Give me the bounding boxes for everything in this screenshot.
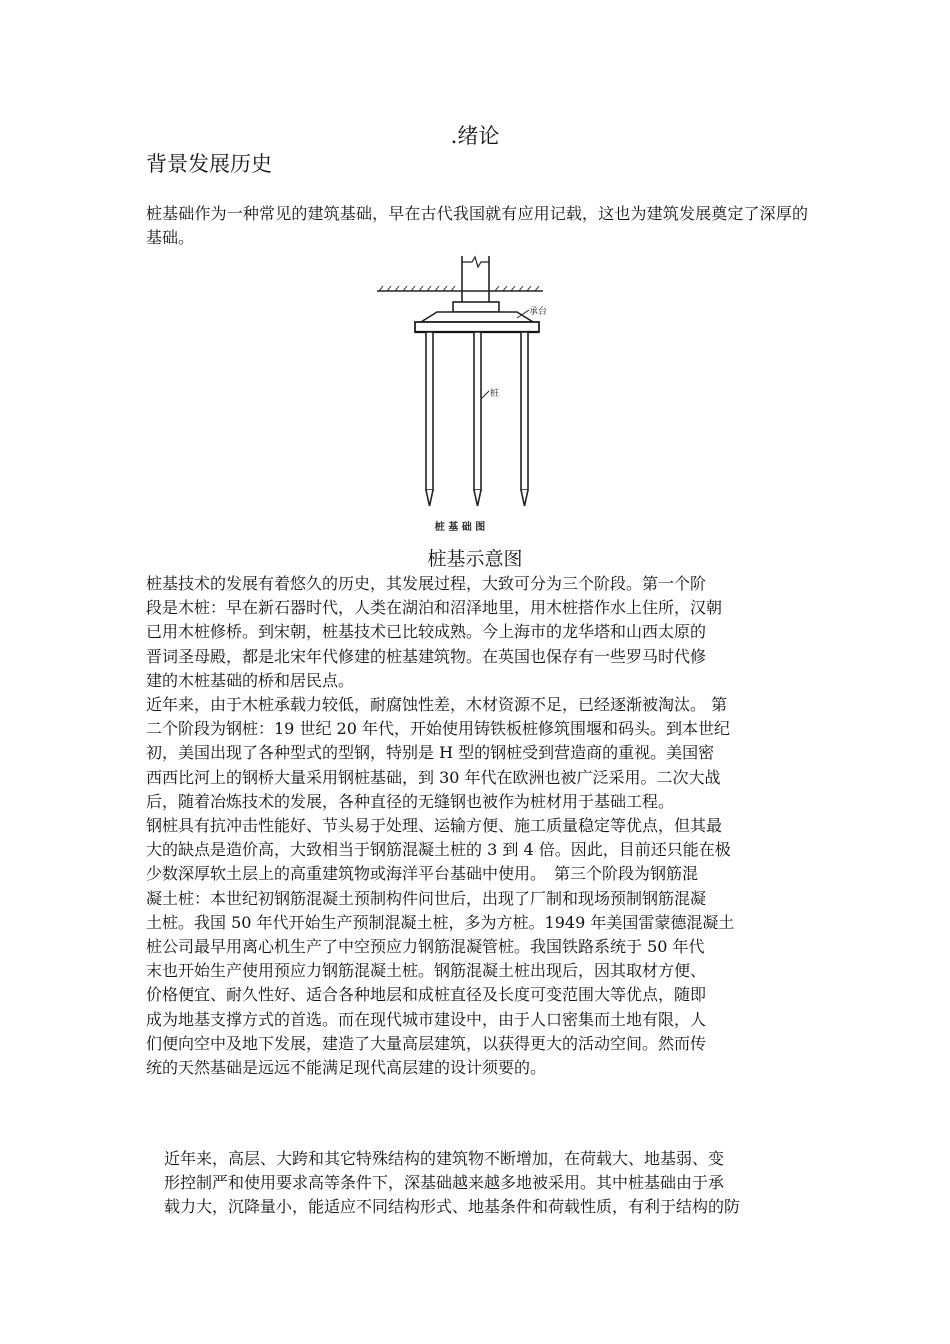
- history-line: 段是木桩：早在新石器时代，人类在湖泊和沼泽地里，用木桩搭作水上住所，汉朝: [146, 598, 723, 618]
- intro-paragraph: 桩基础作为一种常见的建筑基础，早在古代我国就有应用记载，这也为建筑发展奠定了深厚的基础。: [146, 204, 808, 248]
- history-line: 建的木桩基础的桥和居民点。: [146, 670, 355, 690]
- modern-paragraph: [146, 1147, 808, 1220]
- history-line: 后，随着冶炼技术的发展，各种直径的无缝钢也被作为桩材用于基础工程。: [146, 791, 675, 811]
- history-line: 末也开始生产使用预应力钢筋混凝土桩。钢筋混凝土桩出现后，因其取材方便、: [146, 961, 707, 981]
- modern-line: 载力大，沉降量小，能适应不同结构形式、地基条件和荷载性质，有利于结构的防: [164, 1197, 741, 1217]
- history-line: 二个阶段为钢桩：19 世纪 20 年代，开始使用铸铁板桩修筑围堰和码头。到本世纪: [146, 719, 730, 739]
- history-line: 初，美国出现了各种型式的型钢，特别是 H 型的钢桩受到营造商的重视。美国密: [146, 743, 715, 763]
- history-line: 西西比河上的钢桥大量采用钢桩基础，到 30 年代在欧洲也被广泛采用。二次大战: [146, 767, 721, 787]
- history-line: 成为地基支撑方式的首选。而在现代城市建设中，由于人口密集而土地有限，人: [146, 1009, 707, 1029]
- figure-background: [377, 254, 543, 544]
- modern-line: 形控制严和使用要求高等条件下，深基础越来越多地被采用。其中桩基础由于承: [164, 1173, 725, 1193]
- section-heading: 背景发展历史: [146, 152, 272, 176]
- history-line: 桩公司最早用离心机生产了中空预应力钢筋混凝管桩。我国铁路系统于 50 年代: [146, 937, 705, 957]
- history-line: 少数深厚软土层上的高重建筑物或海洋平台基础中使用。 第三个阶段为钢筋混: [146, 864, 699, 884]
- modern-line: 近年来，高层、大跨和其它特殊结构的建筑物不断增加，在荷载大、地基弱、变: [164, 1149, 725, 1168]
- pile-middle: [474, 332, 481, 506]
- history-line: 们便向空中及地下发展，建造了大量高层建筑，以获得更大的活动空间。然而传: [146, 1033, 707, 1053]
- history-line: 凝土桩：本世纪初钢筋混凝土预制构件问世后，出现了厂制和现场预制钢筋混凝: [146, 888, 707, 908]
- history-line: 土桩。我国 50 年代开始生产预制混凝土桩，多为方桩。1949 年美国雷蒙德混凝土: [146, 912, 735, 932]
- history-line: 大的缺点是造价高，大致相当于钢筋混凝土桩的 3 到 4 倍。因此，目前还只能在极: [146, 840, 731, 860]
- history-line: 已用木桩修桥。到宋朝，桩基技术已比较成熟。今上海市的龙华塔和山西太原的: [146, 622, 707, 642]
- figure-inner-caption: 桩 基 础 图: [434, 522, 486, 533]
- pile-left: [426, 332, 433, 506]
- history-paragraph: [146, 572, 808, 1080]
- history-line: 晋词圣母殿，都是北宋年代修建的桩基建筑物。在英国也保存有一些罗马时代修: [146, 646, 707, 666]
- history-line: 近年来，由于木桩承载力较低，耐腐蚀性差，木材资源不足，已经逐渐被淘汰。 第: [146, 695, 728, 715]
- cap-label: 承台: [529, 307, 548, 317]
- history-line: 统的天然基础是远远不能满足现代高层建的设计须要的。: [146, 1058, 547, 1078]
- pile-foundation-figure: [377, 254, 548, 544]
- pile-right: [521, 332, 528, 506]
- history-line: 价格便宜、耐久性好、适合各种地层和成桩直径及长度可变范围大等优点，随即: [146, 985, 707, 1005]
- document-title: .绪论: [450, 124, 500, 148]
- history-line: 钢桩具有抗冲击性能好、节头易于处理、运输方便、施工质量稳定等优点，但其最: [146, 816, 723, 836]
- figure-caption: 桩基示意图: [427, 548, 523, 570]
- pile-label: 桩: [490, 389, 500, 399]
- history-line: 桩基技术的发展有着悠久的历史，其发展过程，大致可分为三个阶段。第一个阶: [146, 574, 707, 593]
